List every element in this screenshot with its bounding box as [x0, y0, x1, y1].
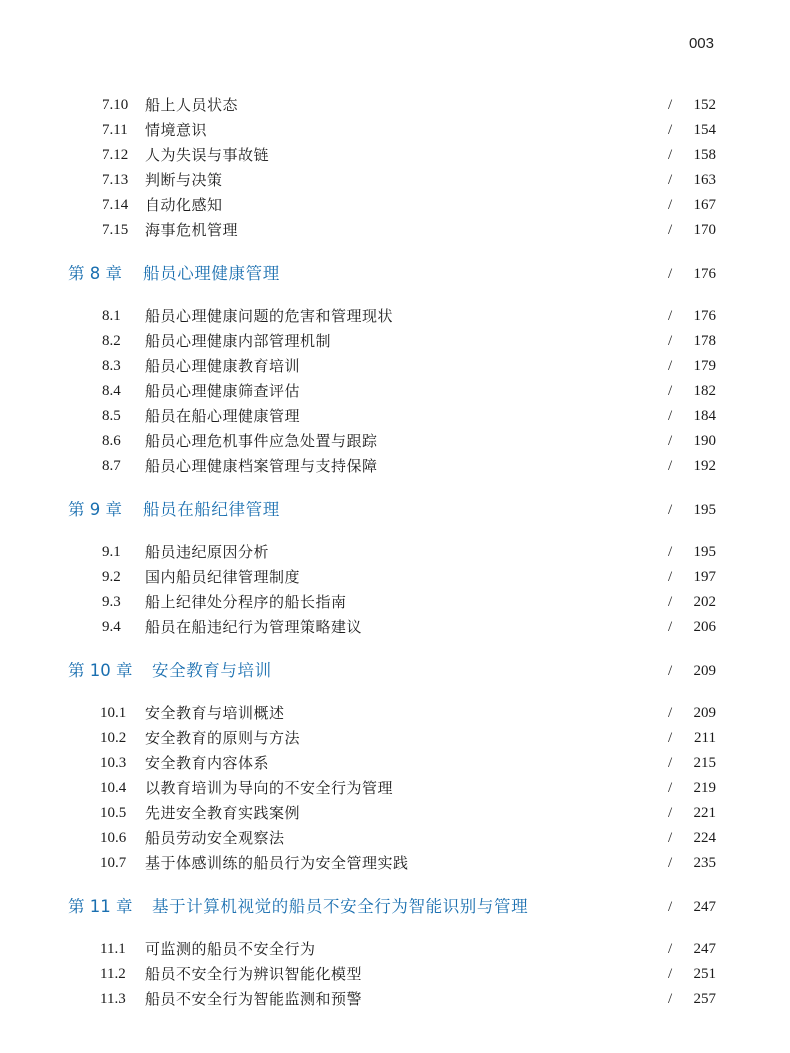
- toc-entry[interactable]: [0, 168, 790, 192]
- section-number: 8.2: [102, 333, 121, 349]
- separator: /: [668, 899, 673, 915]
- toc-entry[interactable]: [0, 937, 790, 961]
- toc-entry[interactable]: [0, 218, 790, 242]
- section-number: 10.4: [100, 780, 127, 796]
- section-title: 船员不安全行为智能监测和预警: [145, 990, 363, 1008]
- page-ref: 247: [693, 899, 716, 915]
- page-ref: 197: [693, 569, 716, 585]
- page-ref: 224: [693, 830, 716, 846]
- toc-entry[interactable]: [0, 454, 790, 478]
- section-title: 可监测的船员不安全行为: [145, 940, 316, 958]
- page-ref: 251: [693, 966, 716, 982]
- toc-entry[interactable]: [0, 354, 790, 378]
- toc-entry[interactable]: [0, 540, 790, 564]
- section-title: 船员在船违纪行为管理策略建议: [145, 618, 363, 636]
- section-title: 先进安全教育实践案例: [145, 804, 301, 822]
- separator: /: [668, 780, 673, 796]
- page-number: 003: [688, 35, 714, 52]
- separator: /: [668, 705, 673, 721]
- toc-entry[interactable]: [0, 962, 790, 986]
- page-ref: 167: [693, 197, 716, 213]
- section-number: 8.6: [102, 433, 121, 449]
- page-ref: 152: [693, 97, 716, 113]
- section-number: 10.3: [100, 755, 127, 771]
- separator: /: [668, 358, 673, 374]
- section-number: 10.7: [100, 855, 127, 871]
- section-title: 船上纪律处分程序的船长指南: [145, 593, 347, 611]
- separator: /: [668, 830, 673, 846]
- toc-entry[interactable]: [0, 93, 790, 117]
- page-ref: 235: [693, 855, 716, 871]
- chapter-title: 船员在船纪律管理: [143, 500, 280, 519]
- section-number: 10.2: [100, 730, 127, 746]
- toc-entry[interactable]: [0, 726, 790, 750]
- page-ref: 215: [693, 755, 716, 771]
- separator: /: [668, 941, 673, 957]
- toc-entry[interactable]: [0, 379, 790, 403]
- page-ref: 154: [693, 122, 716, 138]
- section-number: 8.7: [102, 458, 121, 474]
- toc-entry[interactable]: [0, 429, 790, 453]
- section-number: 10.1: [100, 705, 127, 721]
- section-number: 7.14: [102, 197, 129, 213]
- separator: /: [668, 458, 673, 474]
- toc-chapter-10[interactable]: [0, 659, 790, 683]
- page-ref: 178: [693, 333, 716, 349]
- section-title: 船员在船心理健康管理: [145, 407, 301, 425]
- page-ref: 219: [693, 780, 716, 796]
- toc-entry[interactable]: [0, 304, 790, 328]
- page-ref: 176: [693, 308, 716, 324]
- toc-entry[interactable]: [0, 801, 790, 825]
- section-title: 船员心理健康教育培训: [145, 357, 301, 375]
- page-ref: 158: [693, 147, 716, 163]
- section-title: 人为失误与事故链: [145, 146, 270, 164]
- section-title: 船员违纪原因分析: [145, 543, 270, 561]
- section-title: 海事危机管理: [145, 221, 239, 239]
- section-title: 船员劳动安全观察法: [145, 829, 285, 847]
- section-title: 安全教育与培训概述: [145, 704, 285, 722]
- section-number: 7.13: [102, 172, 129, 188]
- section-title: 判断与决策: [145, 171, 223, 189]
- section-number: 11.2: [100, 966, 126, 982]
- separator: /: [668, 408, 673, 424]
- toc-chapter-11[interactable]: [0, 895, 790, 919]
- page-ref: 209: [693, 705, 716, 721]
- toc-entry[interactable]: [0, 329, 790, 353]
- section-title: 以教育培训为导向的不安全行为管理: [145, 779, 394, 797]
- section-title: 船员心理健康内部管理机制: [145, 332, 332, 350]
- page-ref: 209: [693, 663, 716, 679]
- toc-entry[interactable]: [0, 193, 790, 217]
- toc-entry[interactable]: [0, 751, 790, 775]
- separator: /: [668, 569, 673, 585]
- chapter-title: 船员心理健康管理: [143, 264, 280, 283]
- separator: /: [668, 333, 673, 349]
- toc-entry[interactable]: [0, 615, 790, 639]
- section-number: 11.1: [100, 941, 126, 957]
- separator: /: [668, 502, 673, 518]
- chapter-number: 第 10 章: [68, 661, 133, 680]
- section-number: 11.3: [100, 991, 126, 1007]
- section-number: 7.11: [102, 122, 128, 138]
- chapter-number: 第 8 章: [68, 264, 122, 283]
- toc-chapter-9[interactable]: [0, 498, 790, 522]
- toc-entry[interactable]: [0, 404, 790, 428]
- chapter-number: 第 11 章: [68, 897, 133, 916]
- separator: /: [668, 730, 673, 746]
- section-title: 船员不安全行为辨识智能化模型: [145, 965, 363, 983]
- toc-entry[interactable]: [0, 590, 790, 614]
- toc-entry[interactable]: [0, 143, 790, 167]
- separator: /: [668, 966, 673, 982]
- separator: /: [668, 308, 673, 324]
- toc-entry[interactable]: [0, 701, 790, 725]
- page-ref: 195: [693, 544, 716, 560]
- page-ref: 195: [693, 502, 716, 518]
- chapter-title: 安全教育与培训: [152, 661, 272, 680]
- separator: /: [668, 147, 673, 163]
- separator: /: [668, 805, 673, 821]
- toc-entry[interactable]: [0, 565, 790, 589]
- section-title: 基于体感训练的船员行为安全管理实践: [145, 854, 409, 872]
- page-ref: 184: [693, 408, 716, 424]
- section-title: 自动化感知: [145, 196, 223, 214]
- chapter-number: 第 9 章: [68, 500, 122, 519]
- separator: /: [668, 97, 673, 113]
- section-number: 10.6: [100, 830, 127, 846]
- separator: /: [668, 594, 673, 610]
- separator: /: [668, 991, 673, 1007]
- page-ref: 170: [693, 222, 716, 238]
- page-ref: 257: [693, 991, 716, 1007]
- section-number: 9.1: [102, 544, 121, 560]
- section-title: 船上人员状态: [145, 96, 239, 114]
- section-title: 船员心理健康问题的危害和管理现状: [145, 307, 394, 325]
- section-title: 安全教育内容体系: [145, 754, 270, 772]
- section-title: 船员心理危机事件应急处置与跟踪: [145, 432, 378, 450]
- separator: /: [668, 755, 673, 771]
- section-number: 9.2: [102, 569, 121, 585]
- toc-entry[interactable]: [0, 851, 790, 875]
- page-ref: 176: [693, 266, 716, 282]
- toc-entry[interactable]: [0, 118, 790, 142]
- separator: /: [668, 222, 673, 238]
- separator: /: [668, 855, 673, 871]
- toc-entry[interactable]: [0, 987, 790, 1011]
- toc-entry[interactable]: [0, 776, 790, 800]
- section-number: 7.15: [102, 222, 129, 238]
- toc-entry[interactable]: [0, 826, 790, 850]
- page-ref: 211: [694, 730, 716, 746]
- section-title: 船员心理健康档案管理与支持保障: [145, 457, 378, 475]
- section-number: 8.1: [102, 308, 121, 324]
- section-number: 9.3: [102, 594, 121, 610]
- page-ref: 206: [693, 619, 716, 635]
- page-ref: 192: [693, 458, 716, 474]
- section-title: 安全教育的原则与方法: [145, 729, 301, 747]
- section-number: 7.10: [102, 97, 129, 113]
- separator: /: [668, 433, 673, 449]
- separator: /: [668, 172, 673, 188]
- page-ref: 179: [693, 358, 716, 374]
- separator: /: [668, 663, 673, 679]
- separator: /: [668, 197, 673, 213]
- section-title: 船员心理健康筛查评估: [145, 382, 301, 400]
- page-ref: 221: [693, 805, 716, 821]
- section-number: 9.4: [102, 619, 121, 635]
- page-ref: 247: [693, 941, 716, 957]
- section-number: 8.3: [102, 358, 121, 374]
- page-ref: 163: [693, 172, 716, 188]
- separator: /: [668, 122, 673, 138]
- page-ref: 182: [693, 383, 716, 399]
- separator: /: [668, 544, 673, 560]
- chapter-title: 基于计算机视觉的船员不安全行为智能识别与管理: [152, 897, 529, 916]
- section-title: 国内船员纪律管理制度: [145, 568, 301, 586]
- section-number: 8.5: [102, 408, 121, 424]
- separator: /: [668, 619, 673, 635]
- section-number: 7.12: [102, 147, 129, 163]
- separator: /: [668, 266, 673, 282]
- separator: /: [668, 383, 673, 399]
- section-number: 8.4: [102, 383, 121, 399]
- section-number: 10.5: [100, 805, 127, 821]
- page-ref: 190: [693, 433, 716, 449]
- page-ref: 202: [693, 594, 716, 610]
- section-title: 情境意识: [145, 121, 208, 139]
- toc-chapter-8[interactable]: [0, 262, 790, 286]
